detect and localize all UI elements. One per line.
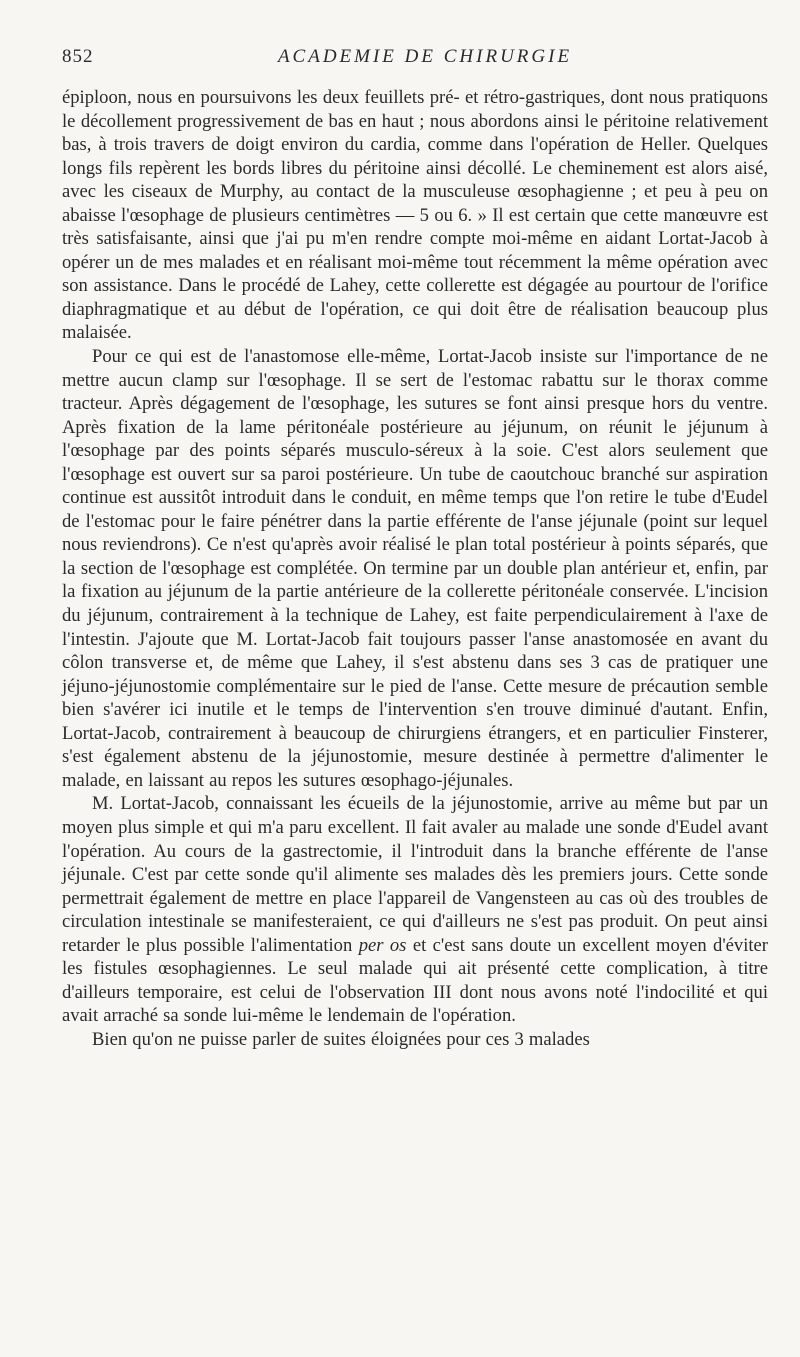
paragraph-text: Bien qu'on ne puisse parler de suites éloignées pour ces 3 malades <box>92 1028 590 1050</box>
paragraph-text: Pour ce qui est de l'anastomose elle-même, Lortat-Jacob insiste sur l'importance de ne mettre aucun clamp sur l'œsophage. Il se sert de l'estomac rabattu sur le thorax comme tracteur. Après dégagement de l'œsophage, les sutures se font ainsi presque hors du ventre. Après fixation de la lame péritonéale postérieure au jéjunum, on réunit le jéjunum à l'œsophage par des points séparés musculo-séreux à la soie. C'est alors seulement que l'œsophage est ouvert sur sa paroi postérieure. Un tube de caoutchouc branché sur aspiration continue est aussitôt introduit dans le conduit, en même temps que l'on retire le tube d'Eudel de l'estomac pour le faire pénétrer dans la partie efférente de l'anse jéjunale (point sur lequel nous reviendrons). Ce n'est qu'après avoir réalisé le plan total postérieur à points séparés, que la section de l'œsophage est complétée. On termine par un double plan antérieur et, enfin, par la fixation au jéjunum de la partie antérieure de la collerette péritonéale conservée. L'incision du jéjunum, contrairement à la technique de Lahey, est faite perpendiculairement à l'axe de l'intestin. J'ajoute que M. Lortat-Jacob fait toujours passer l'anse anastomosée en avant du côlon transverse et, de même que Lahey, il s'est abstenu dans ses 3 cas de pratiquer une jéjuno-jéjunostomie complémentaire sur le pied de l'anse. Cette mesure de précaution semble bien s'avérer ici inutile et le temps de l'intervention s'en trouve diminué d'autant. Enfin, Lortat-Jacob, contrairement à beaucoup de chirurgiens étrangers, et en particulier Finsterer, s'est également abstenu de la jéjunostomie, mesure destinée à permettre d'alimenter le malade, en laissant au repos les sutures œsophago-jéjunales. <box>62 346 768 791</box>
paragraph-text: M. Lortat-Jacob, connaissant les écueils de la jéjunostomie, arrive au même but par un moyen plus simple et qui m'a paru excellent. Il fait avaler au malade une sonde d'Eudel avant l'opération. Au cours de la gastrectomie, il l'introduit dans la branche efférente de l'anse jéjunale. C'est par cette sonde qu'il alimente ses malades dès les premiers jours. Cette sonde permettrait également de mettre en place l'appareil de Vangensteen au cas où des troubles de circulation intestinale se manifesteraient, ce qui d'ailleurs ne s'est pas produit. On peut ainsi retarder le plus possible l'alimentation <box>62 793 768 956</box>
paragraph-text: et c'est sans doute un excellent moyen d'éviter les fistules œsophagiennes. Le seul malade qui ait présenté cette complication, à titre d'ailleurs temporaire, est celui de l'observation III dont nous avons noté l'indocilité et qui avait arraché sa sonde lui-même le lendemain de l'opération. <box>62 934 769 1027</box>
italic-phrase: per os <box>358 934 407 956</box>
running-head: ACADEMIE DE CHIRURGIE <box>277 46 573 67</box>
page-number: 852 <box>62 46 94 67</box>
paragraph <box>62 86 768 345</box>
page-header <box>62 46 768 72</box>
paragraph-text: épiploon, nous en poursuivons les deux feuillets pré- et rétro-gastriques, dont nous pratiquons le décollement progressivement de bas en haut ; nous abordons ainsi le péritoine relativement bas, à trois travers de doigt environ du cardia, comme dans l'opération de Heller. Quelques longs fils repèrent les bords libres du péritoine ainsi décollé. Le cheminement est alors aisé, avec les ciseaux de Murphy, au contact de la musculeuse œsophagienne ; et peu à peu on abaisse l'œsophage de plusieurs centimètres — 5 ou 6. » Il est certain que cette manœuvre est très satisfaisante, ainsi que j'ai pu m'en rendre compte moi-même en aidant Lortat-Jacob à opérer un de mes malades et en réalisant moi-même tout récemment la même opération avec son assistance. Dans le procédé de Lahey, cette collerette est dégagée au pourtour de l'orifice diaphragmatique et au début de l'opération, ce qui doit être de réalisation beaucoup plus malaisée. <box>62 87 768 344</box>
paragraph <box>62 792 768 1027</box>
paragraph <box>62 1028 768 1052</box>
body-text <box>62 86 768 1051</box>
paragraph <box>62 345 768 792</box>
